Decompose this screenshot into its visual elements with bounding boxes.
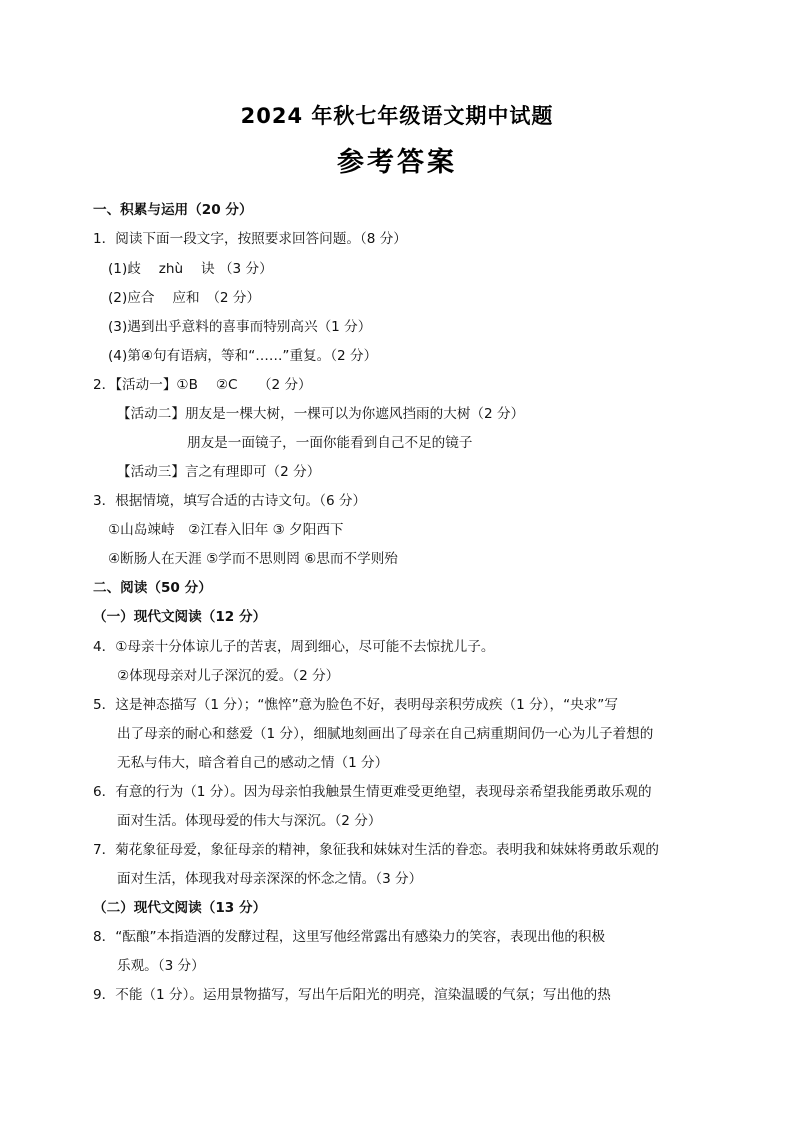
answer-5-line-3: 无私与伟大，暗含着自己的感动之情（1 分） (117, 755, 389, 771)
answer-1-3: (3)遇到出乎意料的喜事而特别高兴（1 分） (108, 319, 372, 335)
answer-1-2: (2)应合 应和 （2 分） (108, 290, 261, 306)
answer-6-line-1: 6．有意的行为（1 分）。因为母亲怕我触景生情更难受更绝望，表现母亲希望我能勇敢乐观的 (93, 784, 652, 800)
document-subtitle: 参考答案 (337, 147, 457, 178)
answer-8-line-1: 8．“酝酿”本指造酒的发酵过程，这里写他经常露出有感染力的笑容，表现出他的积极 (93, 929, 606, 945)
answer-1-4: (4)第④句有语病，等和“……”重复。（2 分） (108, 348, 378, 364)
answer-5-line-1: 5．这是神态描写（1 分）；“憔悴”意为脸色不好，表明母亲积劳成疾（1 分），“央求”写 (93, 697, 618, 713)
answer-3-line-2: ④断肠人在天涯 ⑤学而不思则罔 ⑥思而不学则殆 (108, 551, 398, 567)
section-heading-2: 二、阅读（50 分） (93, 580, 212, 596)
document-title: 2024 年秋七年级语文期中试题 (240, 104, 554, 128)
question-3: 3．根据情境，填写合适的古诗文句。（6 分） (93, 493, 367, 509)
question-1: 1．阅读下面一段文字，按照要求回答问题。（8 分） (93, 231, 407, 247)
question-2: 2．【活动一】①B ②C （2 分） (93, 377, 312, 393)
answer-4-line-2: ②体现母亲对儿子深沉的爱。（2 分） (117, 668, 340, 684)
answer-2-activity-2: 【活动二】朋友是一棵大树，一棵可以为你遮风挡雨的大树（2 分） (117, 406, 525, 422)
answer-6-line-2: 面对生活。体现母爱的伟大与深沉。（2 分） (117, 813, 382, 829)
subsection-heading-1: （一）现代文阅读（12 分） (93, 609, 267, 625)
section-heading-1: 一、积累与运用（20 分） (93, 202, 253, 218)
answer-2-activity-3: 【活动三】言之有理即可（2 分） (117, 464, 321, 480)
subsection-heading-2: （二）现代文阅读（13 分） (93, 900, 267, 916)
answer-9-line-1: 9．不能（1 分）。运用景物描写，写出午后阳光的明亮，渲染温暖的气氛；写出他的热 (93, 987, 611, 1003)
answer-5-line-2: 出了母亲的耐心和慈爱（1 分），细腻地刻画出了母亲在自己病重期间仍一心为儿子着想的 (117, 726, 654, 742)
answer-3-line-1: ①山岛竦峙 ②江春入旧年 ③ 夕阳西下 (108, 522, 344, 538)
answer-4-line-1: 4．①母亲十分体谅儿子的苦衷，周到细心，尽可能不去惊扰儿子。 (93, 639, 495, 655)
answer-7-line-1: 7．菊花象征母爱，象征母亲的精神，象征我和妹妹对生活的眷恋。表明我和妹妹将勇敢乐观的 (93, 842, 659, 858)
answer-7-line-2: 面对生活，体现我对母亲深深的怀念之情。（3 分） (117, 871, 423, 887)
answer-1-1: (1)歧 zhù 诀 （3 分） (108, 261, 273, 277)
answer-2-activity-2-cont: 朋友是一面镜子，一面你能看到自己不足的镜子 (187, 435, 473, 451)
answer-8-line-2: 乐观。（3 分） (117, 958, 205, 974)
